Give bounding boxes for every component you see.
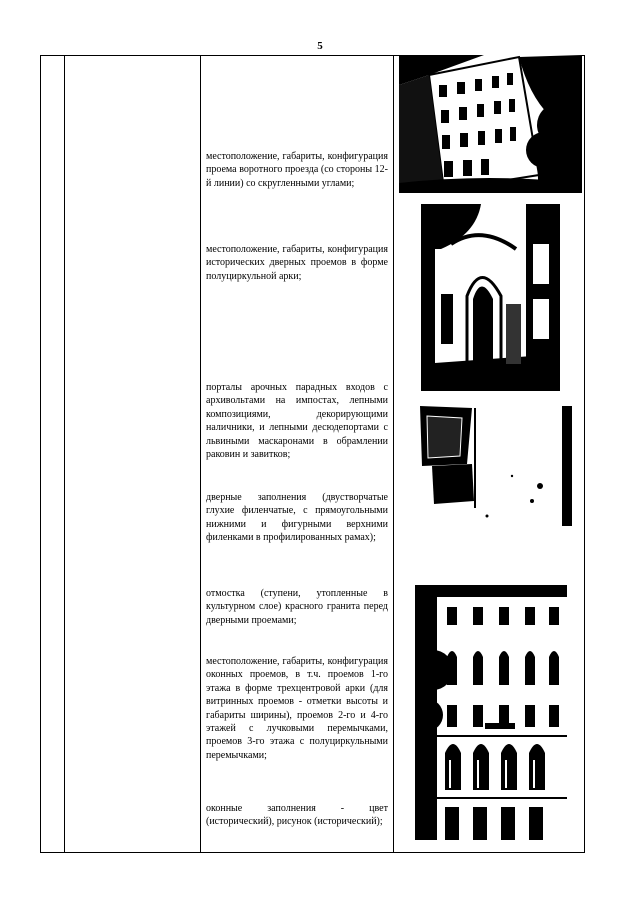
- column-divider: [200, 56, 201, 852]
- arched-doorway-photo: [421, 204, 560, 391]
- item-text-door-openings: местоположение, габариты, конфигурация исторических дверных проемов в форме полуциркульной арки;: [206, 244, 388, 282]
- column-divider: [64, 56, 65, 852]
- page-number: 5: [317, 40, 323, 52]
- building-facade-photo: [399, 55, 582, 193]
- item-text-portals: порталы арочных парадных входов с архивольтами на импостах, лепными композициями, декорирующими наличники, и лепными десюдепортами с львиными маскаронами в обрамлении раковин и завитков;: [206, 382, 388, 461]
- item-text-door-fillings: дверные заполнения (двустворчатые глухие филенчатые, с прямоугольными нижними и фигурными верхними филенками в профилированных рамах);: [206, 492, 388, 544]
- item-text-paving: отмостка (ступени, утопленные в культурном слое) красного гранита перед дверными проемами;: [206, 588, 388, 626]
- item-text-window-fillings: оконные заполнения - цвет (исторический), рисунок (исторический);: [206, 803, 388, 828]
- column-divider: [393, 56, 394, 852]
- item-text-gate-passage: местоположение, габариты, конфигурация проема воротного проезда (со стороны 12-й линии) со скругленными углами;: [206, 151, 388, 189]
- item-text-window-openings: местоположение, габариты, конфигурация оконных проемов, в т.ч. проемов 1-го этажа в форме трехцентровой арки (для витринных проемов - отметки высоты и габариты ширины), проемов 2-го и 4-го этажей с лучковыми перемычками, проемов 3-го этажа с полуциркульными перемычками;: [206, 656, 388, 761]
- door-panel-photo: [412, 406, 572, 526]
- windows-facade-photo: [415, 585, 567, 840]
